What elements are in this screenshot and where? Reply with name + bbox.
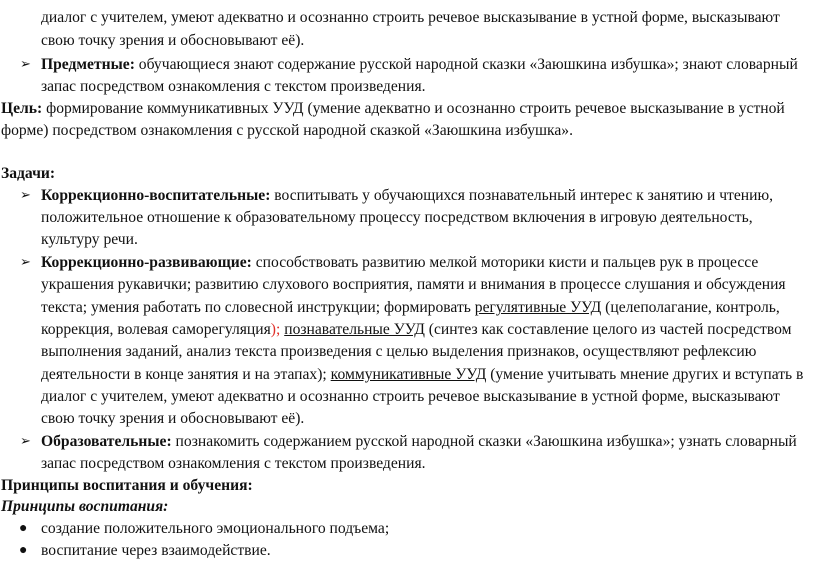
text-line: положительное отношение к образовательному процессу посредством включения в игровую деятельность,: [41, 209, 753, 226]
text-line: диалог с учителем, умеют адекватно и осознанно строить речевое высказывание в устной форме, высказывают: [41, 388, 780, 405]
arrow-bullet-icon: ➢: [20, 57, 31, 72]
text-line: украшения рукавички; развитию слухового восприятия, памяти и внимания в процессе слушания и обсуждения: [41, 276, 786, 293]
text-line: диалог с учителем, умеют адекватно и осознанно строить речевое высказывание в устной форме, высказывают: [41, 9, 780, 26]
text-line: запас посредством ознакомления с текстом произведения.: [41, 455, 426, 472]
task-correction-development: Коррекционно-развивающие: способствовать развитию мелкой моторики кисти и пальцев рук в процессе: [41, 254, 759, 271]
upbringing-principles-subheading: Принципы воспитания:: [1, 498, 169, 515]
text-line: выполнения заданий, анализ текста произведения с целью выделения признаков, осуществляют рефлексию: [41, 343, 757, 360]
tasks-heading: Задачи:: [1, 165, 56, 182]
communicative-uud-link: коммуникативные УУД: [330, 366, 487, 383]
task-correction-upbringing: Коррекционно-воспитательные: воспитывать у обучающихся познавательный интерес к занятию и чтению,: [41, 187, 774, 204]
text-line: коррекция, волевая саморегуляция); познавательные УУД (синтез как составление целого из частей посредством: [41, 321, 792, 338]
list-item: воспитание через взаимодействие.: [41, 542, 271, 559]
text-line: форме) посредством ознакомления с русской народной сказкой «Заюшкина избушка».: [1, 122, 573, 139]
text-line: культуру речи.: [41, 231, 138, 248]
text-line: запас посредством ознакомления с текстом произведения.: [41, 78, 426, 95]
goal-line: Цель: формирование коммуникативных УУД (умение адекватно и осознанно строить речевое высказывание в устной: [1, 100, 785, 117]
cognitive-uud-link: познавательные УУД: [284, 321, 425, 338]
dot-bullet-icon: ●: [19, 521, 28, 536]
text-line: свою точку зрения и обосновывают её).: [41, 32, 305, 49]
text-line: свою точку зрения и обосновывают её).: [41, 410, 305, 427]
principles-heading: Принципы воспитания и обучения:: [1, 477, 253, 494]
arrow-bullet-icon: ➢: [20, 255, 31, 270]
red-punctuation: );: [270, 321, 281, 338]
list-item: создание положительного эмоционального подъема;: [41, 520, 390, 537]
task-educational: Образовательные: познакомить содержанием русской народной сказки «Заюшкина избушка»; узнать словарный: [41, 433, 797, 450]
subject-results-line: Предметные: обучающиеся знают содержание русской народной сказки «Заюшкина избушка»; знают словарный: [41, 56, 798, 73]
arrow-bullet-icon: ➢: [20, 434, 31, 449]
text-line: текста; умения работать по словесной инструкции; формировать регулятивные УУД (целеполагание, контроль,: [41, 299, 780, 316]
dot-bullet-icon: ●: [19, 543, 28, 558]
arrow-bullet-icon: ➢: [20, 188, 31, 203]
regulatory-uud-link: регулятивные УУД: [474, 299, 602, 316]
text-line: деятельности в конце занятия и на этапах); коммуникативные УУД (умение учитывать мнение других и вступать в: [41, 366, 804, 383]
